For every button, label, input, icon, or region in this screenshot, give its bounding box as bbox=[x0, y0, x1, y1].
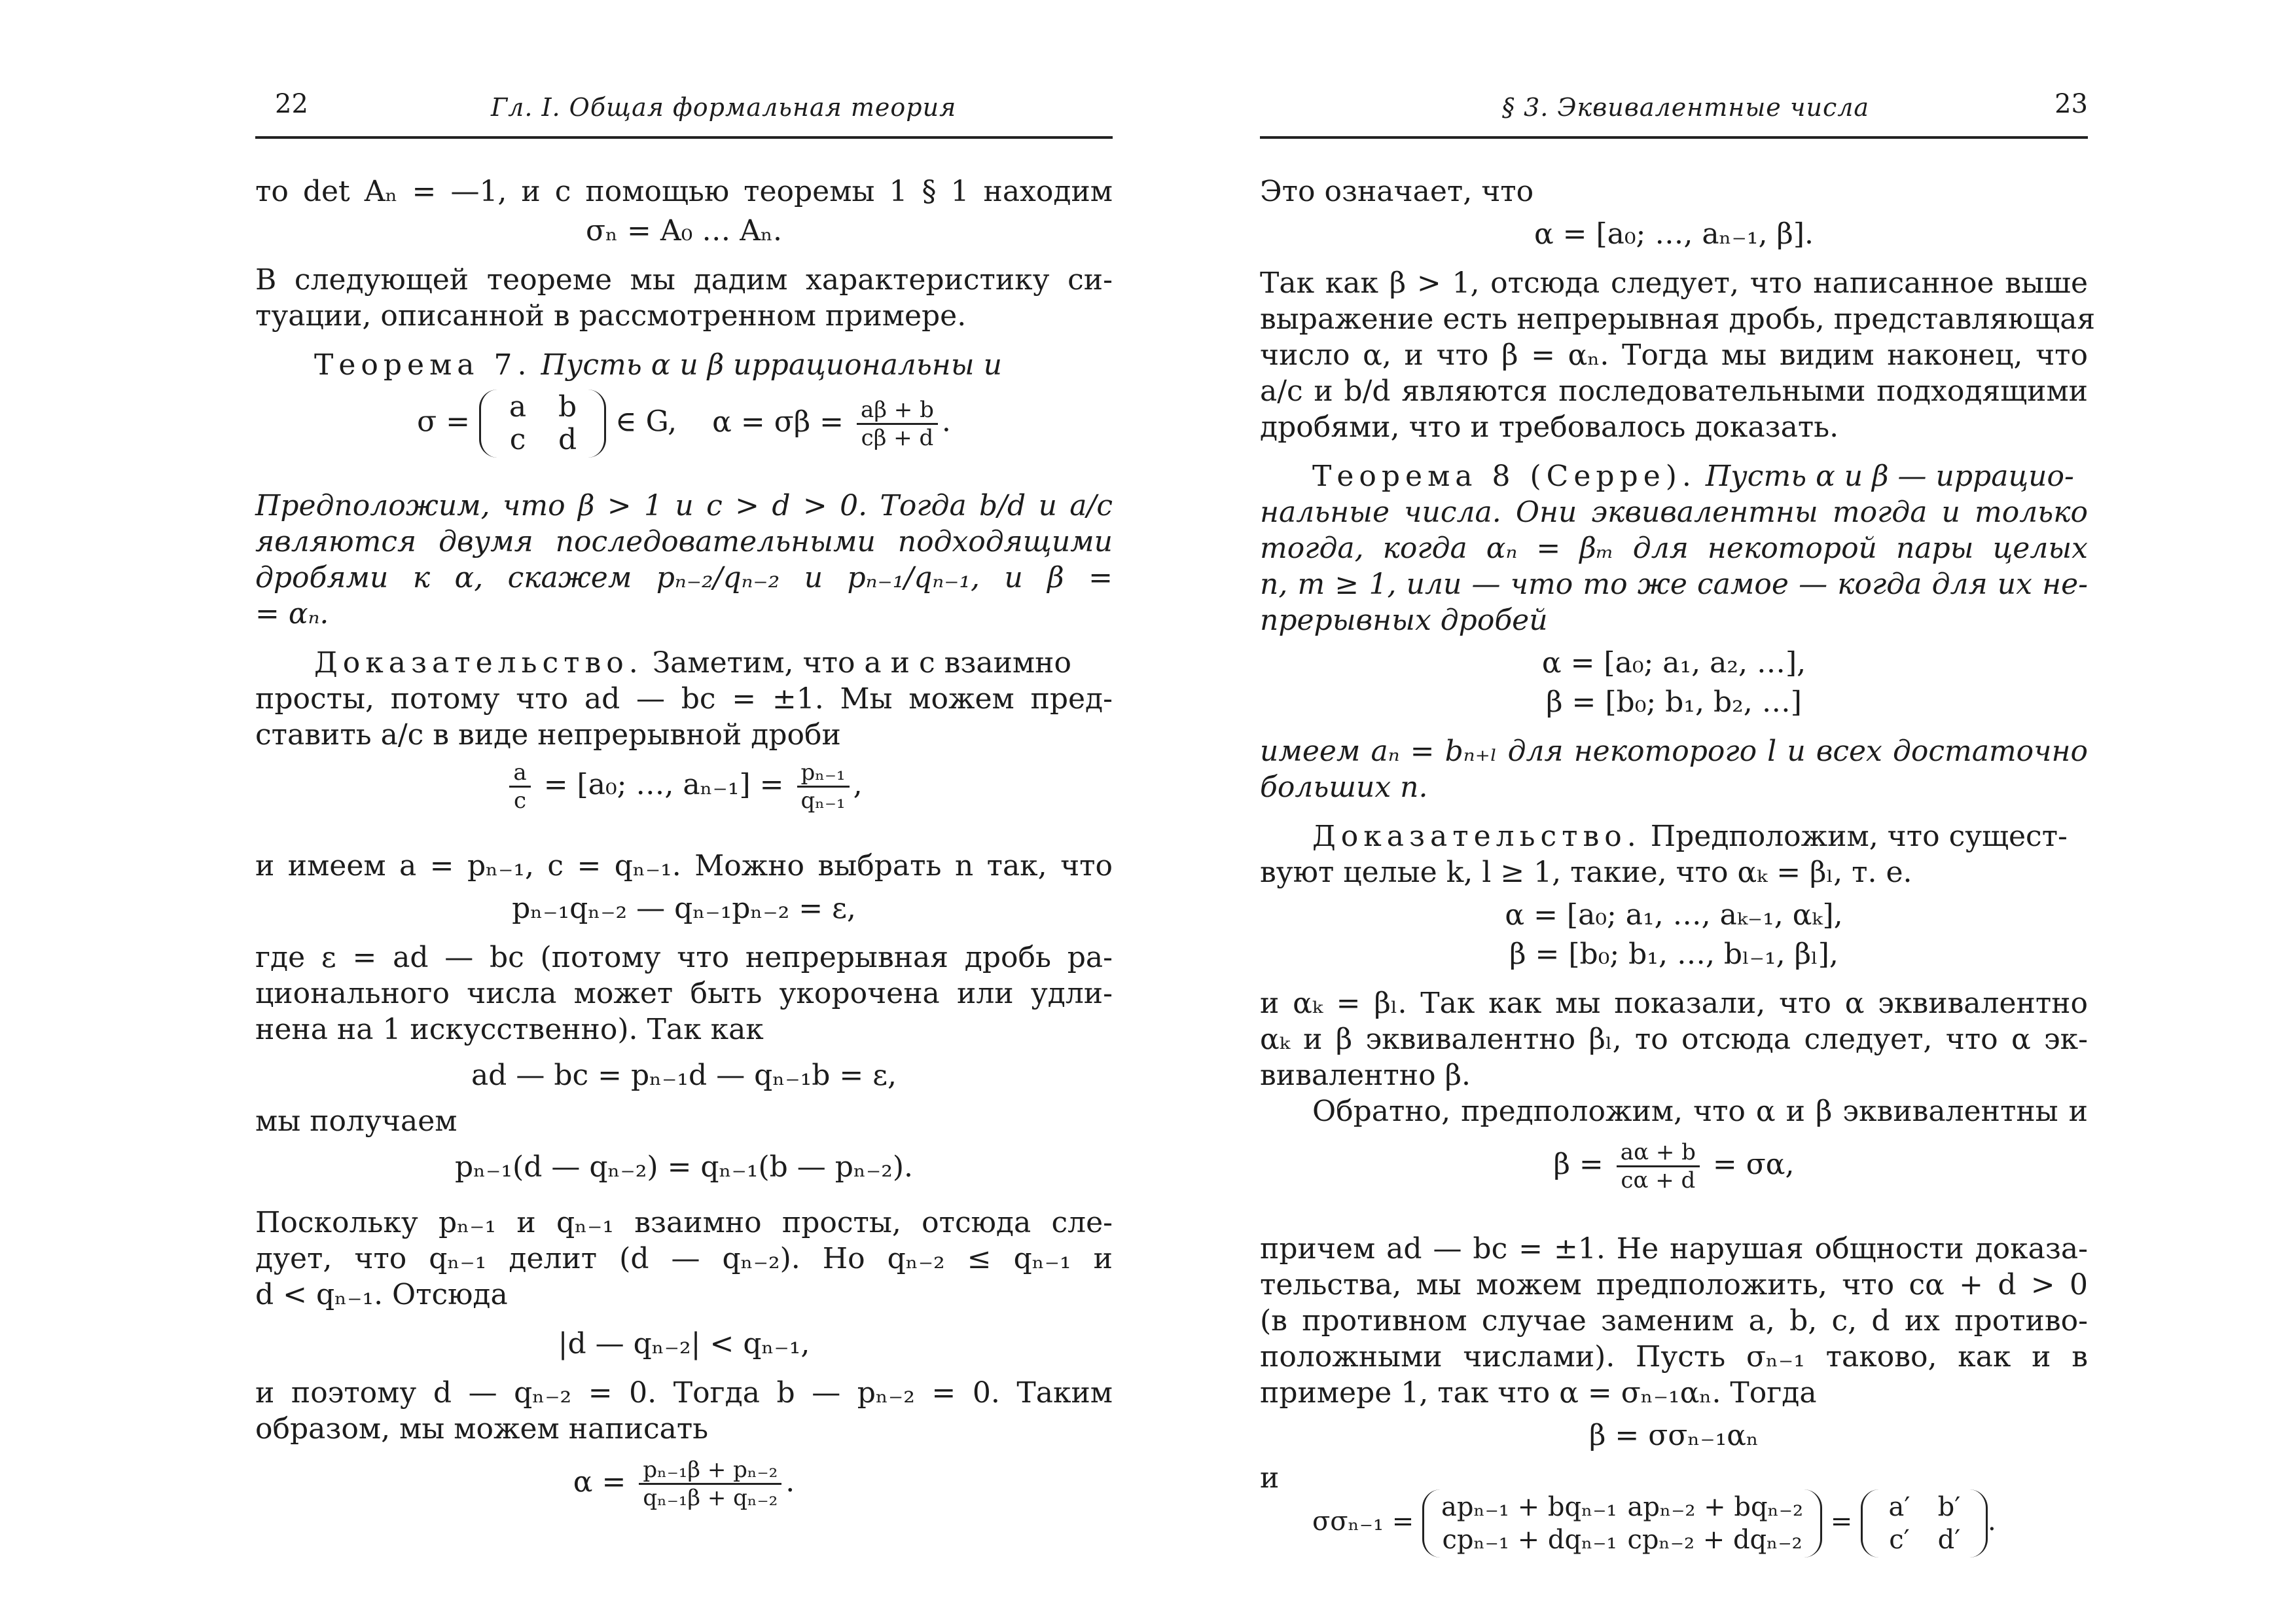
formula-text: = bbox=[1830, 1506, 1853, 1537]
formula-line: ad — bc = pₙ₋₁d — qₙ₋₁b = ε, bbox=[471, 1059, 897, 1092]
theorem-7-label: Теорема 7. bbox=[314, 348, 532, 382]
text-line: дробями, что и требовалось доказать. bbox=[1260, 410, 1839, 444]
formula-matrix-product: σσₙ₋₁ = apₙ₋₁ + bqₙ₋₁ apₙ₋₂ + bqₙ₋₂ cpₙ₋₁ + dqₙ₋₁ cpₙ₋₂ + dqₙ₋₂ = a′ b′ c′ d′ . bbox=[1312, 1489, 2088, 1575]
proof-line bbox=[1312, 818, 2088, 855]
right-page bbox=[1260, 0, 2096, 1623]
formula-text: β = bbox=[1553, 1148, 1604, 1181]
formula-line: pₙ₋₁(d — qₙ₋₂) = qₙ₋₁(b — pₙ₋₂). bbox=[454, 1150, 914, 1184]
text-line: дробями к α, скажем pₙ₋₂/qₙ₋₂ и pₙ₋₁/qₙ₋₁, и β = bbox=[255, 561, 1113, 594]
text-run: Заметим, что a и c взаимно bbox=[652, 646, 1071, 680]
formula-beta bbox=[1260, 1139, 2088, 1205]
matrix-cell: cpₙ₋₂ + dqₙ₋₂ bbox=[1627, 1525, 1803, 1555]
fraction bbox=[1617, 1139, 1700, 1194]
formula-text: ∈ G, bbox=[615, 405, 677, 439]
proof-label: Доказательство. bbox=[1312, 820, 1641, 853]
text-line: тогда, когда αₙ = βₘ для некоторой пары целых bbox=[1260, 532, 2088, 565]
text-line: Обратно, предположим, что α и β эквивалентны и bbox=[1312, 1095, 2088, 1128]
text-line: = αₙ. bbox=[255, 597, 329, 630]
formula-text: = σα, bbox=[1712, 1148, 1795, 1181]
text-line: примере 1, так что α = σₙ₋₁αₙ. Тогда bbox=[1260, 1376, 1817, 1410]
text-line: тельства, мы можем предположить, что cα + d > 0 bbox=[1260, 1268, 2088, 1302]
formula-text: σ = bbox=[417, 405, 471, 439]
text-line: ставить a/c в виде непрерывной дроби bbox=[255, 718, 841, 752]
text-line: образом, мы можем написать bbox=[255, 1412, 709, 1446]
fraction-denominator: qₙ₋₁ bbox=[800, 788, 846, 814]
theorem-8-line bbox=[1312, 458, 2088, 495]
fraction bbox=[639, 1457, 781, 1511]
fraction-numerator: aβ + b bbox=[857, 397, 938, 425]
matrix-cell: b bbox=[558, 390, 577, 424]
right-running-header bbox=[1260, 77, 2088, 139]
text-line: причем ad — bc = ±1. Не нарушая общности доказа- bbox=[1260, 1232, 2088, 1266]
formula-text: σσₙ₋₁ = bbox=[1312, 1506, 1414, 1537]
matrix-cell: c′ bbox=[1889, 1525, 1910, 1555]
text-line: ционального числа может быть укорочена или удли- bbox=[255, 977, 1113, 1010]
theorem-7-statement: Пусть α и β иррациональны и bbox=[541, 348, 1002, 382]
formula-text: α = σβ = bbox=[712, 405, 844, 439]
formula-line: β = [b₀; b₁, …, bₗ₋₁, βₗ], bbox=[1509, 938, 1839, 971]
left-page bbox=[255, 0, 1113, 1623]
text-line: где ε = ad — bc (потому что непрерывная дробь ра- bbox=[255, 941, 1113, 974]
matrix-cell: b′ bbox=[1937, 1492, 1961, 1522]
proof-label: Доказательство. bbox=[314, 646, 643, 680]
text-line: αₖ и β эквивалентно βₗ, то отсюда следует, что α эк- bbox=[1260, 1023, 2088, 1056]
text-line: и bbox=[1260, 1461, 1280, 1495]
proof-line bbox=[314, 645, 1113, 682]
formula-alpha-final: α = $\frac{\text{pₙ₋₁β + pₙ₋₂}}{\text{qₙ₋₁β + qₙ₋₂}}$ . bbox=[573, 1457, 795, 1511]
left-running-header bbox=[255, 77, 1113, 139]
text-line: мы получаем bbox=[255, 1104, 457, 1138]
text-line: и имеем a = pₙ₋₁, c = qₙ₋₁. Можно выбрать n так, что bbox=[255, 849, 1113, 883]
theorem-8-statement: Пусть α и β — иррацио- bbox=[1705, 460, 2074, 493]
matrix-convergents bbox=[1422, 1489, 1822, 1558]
formula-text: = [a₀; …, aₙ₋₁] = bbox=[543, 768, 784, 801]
matrix-cell: apₙ₋₂ + bqₙ₋₂ bbox=[1627, 1492, 1804, 1522]
text-line: Это означает, что bbox=[1260, 175, 1534, 208]
text-line: дует, что qₙ₋₁ делит (d — qₙ₋₂). Но qₙ₋₂ ≤ qₙ₋₁ и bbox=[255, 1242, 1113, 1275]
formula-line: |d — qₙ₋₂| < qₙ₋₁, bbox=[558, 1327, 810, 1360]
text-line: положными числами). Пусть σₙ₋₁ таково, как и в bbox=[1260, 1340, 2088, 1374]
fraction bbox=[857, 397, 938, 451]
text-line: выражение есть непрерывная дробь, представляющая bbox=[1260, 302, 2096, 336]
text-line: a/c и b/d являются последовательными подходящими bbox=[1260, 374, 2088, 408]
formula-line: α = [a₀; a₁, a₂, …], bbox=[1541, 646, 1806, 680]
matrix-cell: d′ bbox=[1937, 1525, 1961, 1555]
fraction-denominator: qₙ₋₁β + qₙ₋₂ bbox=[643, 1485, 778, 1511]
formula-line: α = [a₀; …, aₙ₋₁, β]. bbox=[1534, 217, 1814, 251]
matrix-cell: apₙ₋₁ + bqₙ₋₁ bbox=[1441, 1492, 1617, 1522]
fraction-denominator: cα + d bbox=[1621, 1167, 1696, 1194]
text-line: то det Aₙ = —1, и с помощью теоремы 1 § 1 находим bbox=[255, 175, 1113, 208]
text-line: туации, описанной в рассмотренном примере. bbox=[255, 299, 967, 333]
fraction-denominator: cβ + d bbox=[861, 424, 934, 451]
formula-line: β = [b₀; b₁, b₂, …] bbox=[1546, 685, 1802, 719]
matrix-cell: cpₙ₋₁ + dqₙ₋₁ bbox=[1442, 1525, 1617, 1555]
formula-sigma-matrix: σ = a b c d ∈ G, α = σβ = $\frac{a\beta + b}{c\beta + d}$ . bbox=[417, 390, 951, 456]
theorem-8-label: Теорема 8 (Серре). bbox=[1312, 460, 1696, 493]
formula-line: pₙ₋₁qₙ₋₂ — qₙ₋₁pₙ₋₂ = ε, bbox=[512, 892, 856, 925]
text-line: Предположим, что β > 1 и c > d > 0. Тогда b/d и a/c bbox=[255, 489, 1113, 522]
left-header-title: Гл. I. Общая формальная теория bbox=[491, 93, 957, 122]
text-line: и поэтому d — qₙ₋₂ = 0. Тогда b — pₙ₋₂ = 0. Таким bbox=[255, 1376, 1113, 1410]
theorem-7-line bbox=[314, 347, 1113, 384]
text-line: (в противном случае заменим a, b, c, d их противо- bbox=[1260, 1304, 2088, 1338]
text-run: Предположим, что сущест- bbox=[1650, 820, 2068, 853]
text-line: Поскольку pₙ₋₁ и qₙ₋₁ взаимно просты, отсюда сле- bbox=[255, 1206, 1113, 1239]
text-line: d < qₙ₋₁. Отсюда bbox=[255, 1278, 508, 1311]
matrix-cell: d bbox=[558, 423, 577, 456]
matrix-primes bbox=[1861, 1489, 1988, 1558]
fraction-numerator: aα + b bbox=[1617, 1139, 1700, 1167]
formula-continued-fraction: $\frac{a}{c}$ = [a₀; …, aₙ₋₁] = $\frac{\text{pₙ₋₁}}{\text{qₙ₋₁}}$ , bbox=[255, 759, 1113, 825]
formula-line: σₙ = A₀ … Aₙ. bbox=[585, 214, 783, 247]
text-line: нальные числа. Они эквивалентны тогда и только bbox=[1260, 496, 2088, 529]
text-line: нена на 1 искусственно). Так как bbox=[255, 1013, 764, 1046]
fraction bbox=[509, 759, 530, 814]
right-header-title: § 3. Эквивалентные числа bbox=[1502, 93, 1870, 122]
matrix-cell: c bbox=[509, 423, 526, 456]
text-line: и αₖ = βₗ. Так как мы показали, что α эквивалентно bbox=[1260, 987, 2088, 1020]
right-page-number: 23 bbox=[2054, 89, 2088, 119]
text-line: имеем aₙ = bₙ₊ₗ для некоторого l и всех достаточно bbox=[1260, 735, 2088, 768]
text-line: Так как β > 1, отсюда следует, что написанное выше bbox=[1260, 266, 2088, 300]
fraction-denominator: c bbox=[514, 788, 527, 814]
left-page-number: 22 bbox=[275, 89, 308, 119]
text-line: n, m ≥ 1, или — что то же самое — когда для их не- bbox=[1260, 568, 2088, 601]
formula-line: α = [a₀; a₁, …, aₖ₋₁, αₖ], bbox=[1505, 898, 1843, 932]
matrix-cell: a′ bbox=[1888, 1492, 1910, 1522]
text-line: вивалентно β. bbox=[1260, 1059, 1471, 1092]
fraction-numerator: pₙ₋₁β + pₙ₋₂ bbox=[639, 1457, 781, 1485]
text-line: В следующей теореме мы дадим характеристику си- bbox=[255, 263, 1113, 297]
text-line: число α, и что β = αₙ. Тогда мы видим наконец, что bbox=[1260, 338, 2088, 372]
formula-text: α = bbox=[573, 1465, 626, 1499]
matrix-abcd bbox=[479, 390, 606, 458]
text-line: просты, потому что ad — bc = ±1. Мы можем пред- bbox=[255, 682, 1113, 716]
matrix-cell: a bbox=[509, 390, 527, 424]
formula-line: β = σσₙ₋₁αₙ bbox=[1589, 1419, 1759, 1452]
fraction bbox=[797, 759, 850, 814]
text-line: вуют целые k, l ≥ 1, такие, что αₖ = βₗ, т. е. bbox=[1260, 856, 1912, 889]
fraction-numerator: a bbox=[509, 759, 530, 788]
text-line: прерывных дробей bbox=[1260, 604, 1548, 637]
text-line: больших n. bbox=[1260, 771, 1428, 804]
text-line: являются двумя последовательными подходящими bbox=[255, 525, 1113, 558]
fraction-numerator: pₙ₋₁ bbox=[797, 759, 850, 788]
